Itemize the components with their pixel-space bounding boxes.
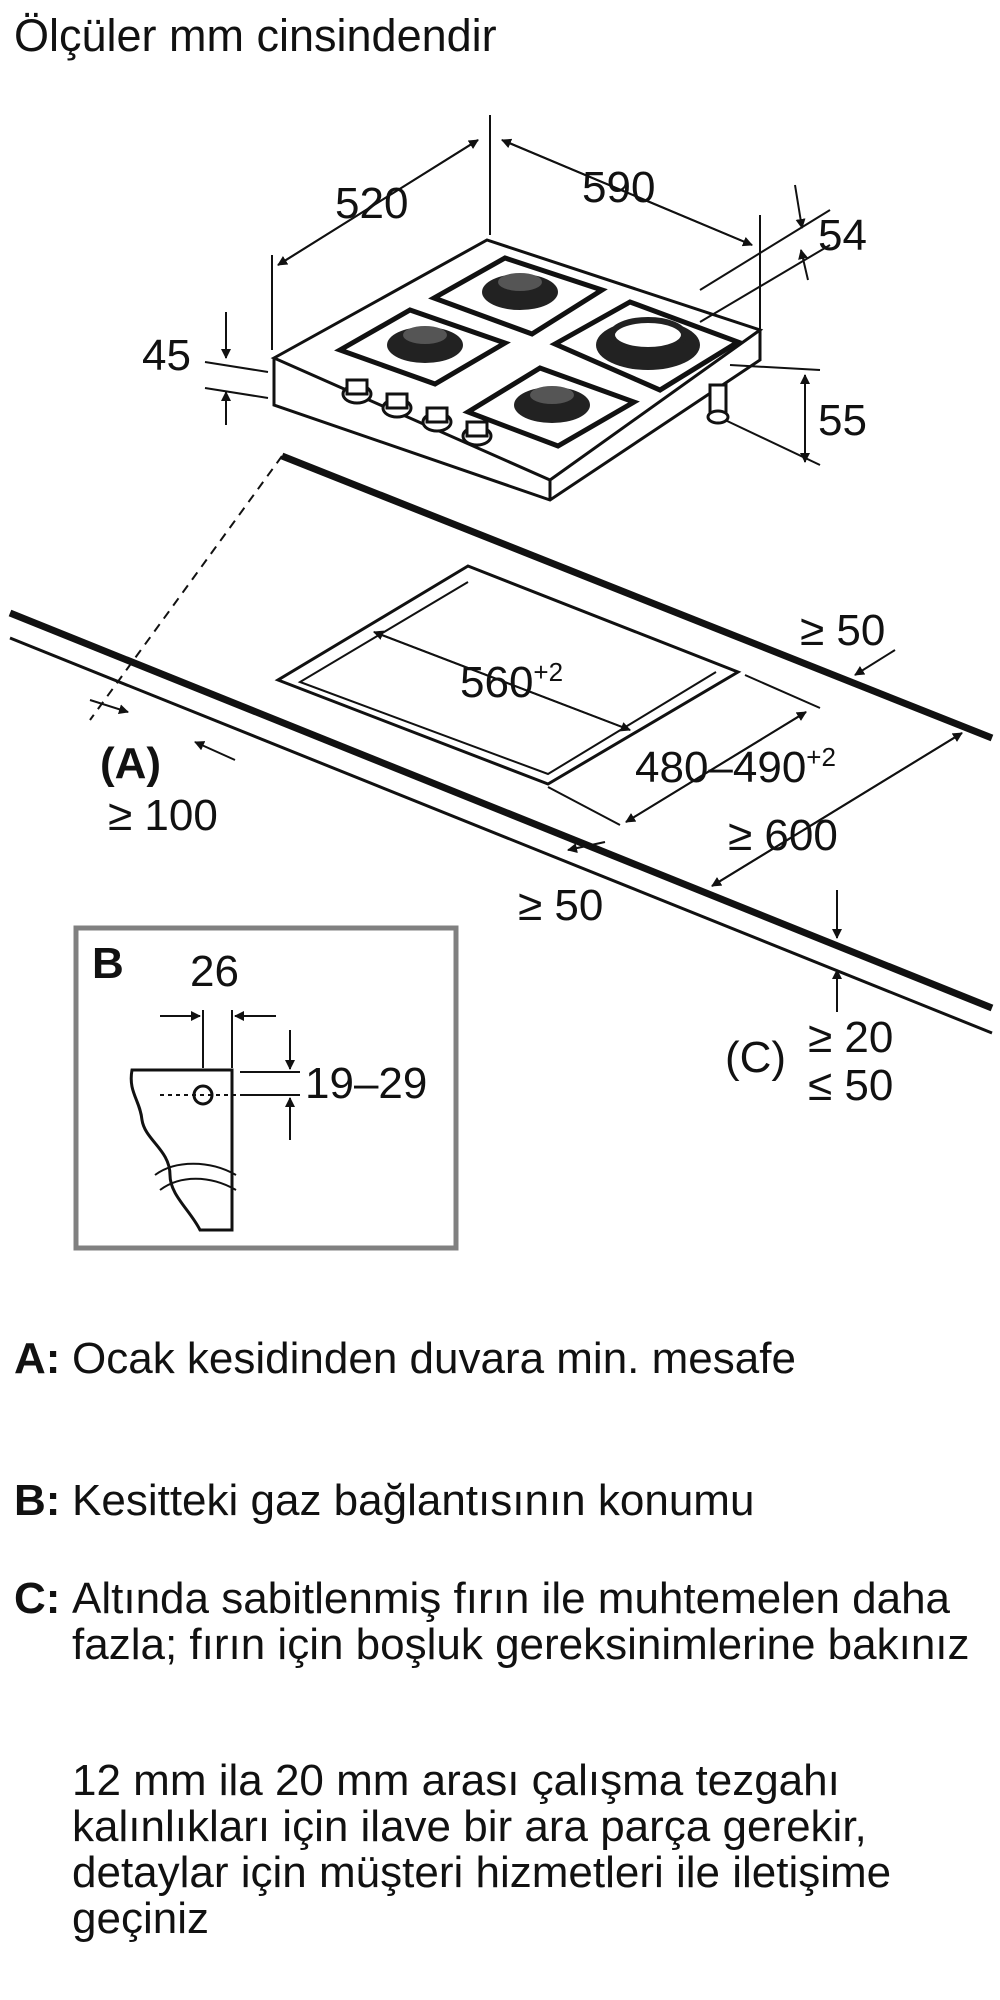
dim-cutout-depth: $480-490^{+2}$: [635, 742, 836, 792]
legend-text: Ocak kesidinden duvara min. mesafe: [72, 1334, 796, 1383]
legend-key: A:: [14, 1334, 61, 1383]
legend-text: Kesitteki gaz bağlantısının konumu: [72, 1476, 755, 1525]
legend-item-a: [14, 1336, 984, 1382]
dim-width: 590: [582, 163, 656, 212]
worktop-note: 12 mm ila 20 mm arası çalışma tezgahı kalınlıkları için ilave bir ara parça gerekir, detaylar için müşteri hizmetleri ile iletişime geçiniz: [72, 1756, 892, 1943]
gas-connector: [708, 385, 728, 423]
dim-gas-offset: 26: [190, 947, 239, 996]
dim-thickness-max: ≤ 50: [808, 1061, 894, 1110]
dim-gas-height: 19–29: [305, 1059, 428, 1108]
legend-key: C:: [14, 1574, 61, 1623]
legend-item-b: [14, 1478, 984, 1524]
dim-cutout-width: $560^{+2}$: [460, 657, 564, 707]
units-note: Ölçüler mm cinsindendir: [14, 10, 497, 61]
dim-thickness-min: ≥ 20: [808, 1013, 894, 1062]
dim-depth: 520: [335, 179, 409, 228]
thickness-label: (C): [725, 1033, 787, 1082]
legend-item-c: [14, 1576, 984, 1668]
dim-worktop-depth: ≥ 600: [728, 811, 838, 860]
dim-wall-gap: ≥ 100: [108, 791, 218, 840]
legend-text: Altında sabitlenmiş fırın ile muhtemelen daha fazla; fırın için boşluk gereksinimlerine bakınız: [72, 1574, 970, 1669]
dim-below-height: 55: [818, 396, 867, 445]
detail-b-panel: [76, 928, 456, 1248]
wall-gap-label: (A): [100, 739, 162, 788]
legend-key: B:: [14, 1476, 61, 1525]
dim-edge-height: 54: [818, 211, 867, 260]
dim-rear-gap: ≥ 50: [800, 606, 886, 655]
dim-front-gap: ≥ 50: [518, 881, 604, 930]
hob-unit: [274, 240, 760, 500]
dim-top-thickness: 45: [142, 331, 191, 380]
detail-b-label: B: [92, 939, 124, 988]
